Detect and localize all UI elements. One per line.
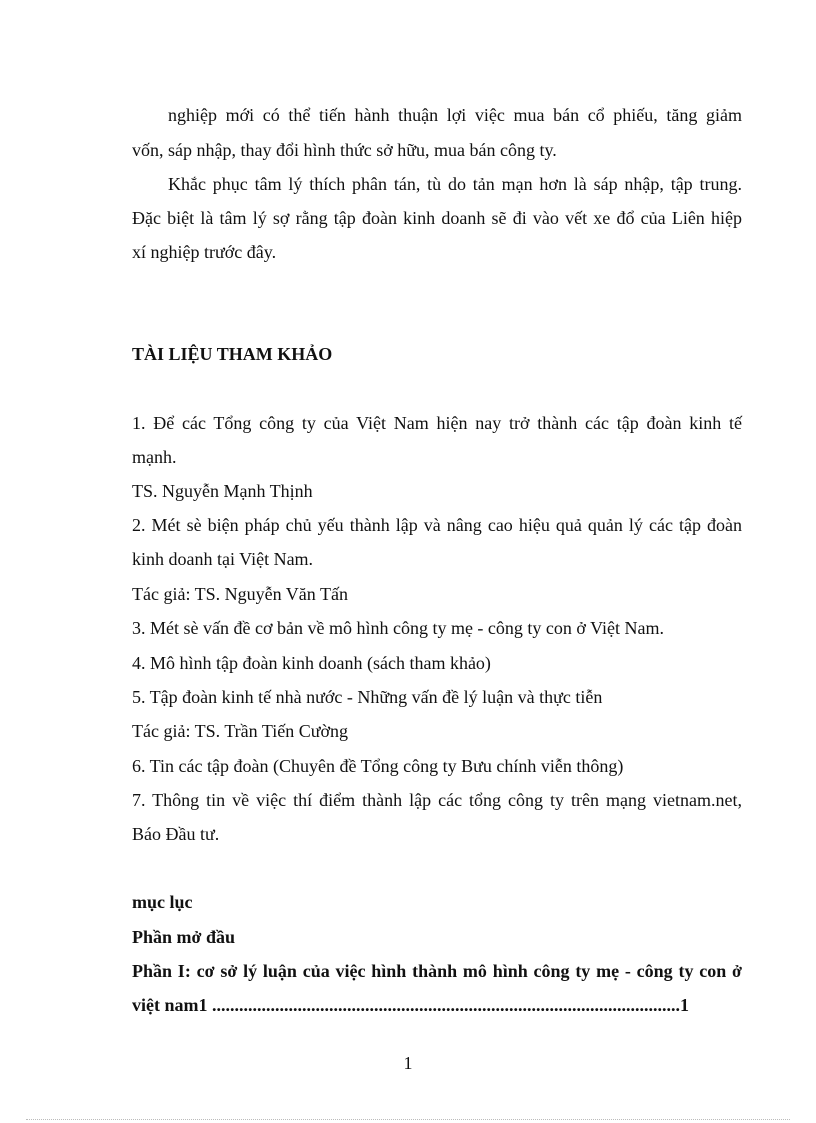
body-line: Đặc biệt là tâm lý sợ rằng tập đoàn kinh doanh sẽ đi vào vết xe đổ của Liên hiệp bbox=[132, 208, 742, 228]
reference-line: Báo Đầu tư. bbox=[132, 824, 220, 844]
reference-line: 4. Mô hình tập đoàn kinh doanh (sách tham khảo) bbox=[132, 653, 491, 673]
reference-line: 2. Mét sè biện pháp chủ yếu thành lập và nâng cao hiệu quả quản lý các tập đoàn bbox=[132, 515, 742, 535]
reference-line: Tác giả: TS. Trần Tiến Cường bbox=[132, 721, 348, 741]
reference-line: 1. Để các Tổng công ty của Việt Nam hiện nay trở thành các tập đoàn kinh tế bbox=[132, 413, 742, 433]
references-heading: TÀI LIỆU THAM KHẢO bbox=[132, 344, 333, 364]
reference-line: 5. Tập đoàn kinh tế nhà nước - Những vấn đề lý luận và thực tiễn bbox=[132, 687, 603, 707]
body-line: nghiệp mới có thể tiến hành thuận lợi việc mua bán cổ phiếu, tăng giảm bbox=[168, 105, 742, 125]
reference-line: TS. Nguyễn Mạnh Thịnh bbox=[132, 481, 313, 501]
body-line: Khắc phục tâm lý thích phân tán, tù do tản mạn hơn là sáp nhập, tập trung. bbox=[168, 174, 742, 194]
page-border bbox=[26, 1119, 790, 1120]
toc-item[interactable]: Phần I: cơ sở lý luận của việc hình thành mô hình công ty mẹ - công ty con ở bbox=[132, 961, 742, 981]
toc-item[interactable]: Phần mở đầu bbox=[132, 927, 235, 947]
page-number: 1 bbox=[403, 1053, 413, 1073]
toc-heading: mục lục bbox=[132, 892, 193, 912]
reference-line: mạnh. bbox=[132, 447, 177, 467]
reference-line: 7. Thông tin về việc thí điểm thành lập các tổng công ty trên mạng vietnam.net, bbox=[132, 790, 742, 810]
reference-line: kinh doanh tại Việt Nam. bbox=[132, 549, 314, 569]
toc-item[interactable]: việt nam1 ........................................................................................................1 bbox=[132, 995, 689, 1015]
reference-line: 6. Tin các tập đoàn (Chuyên đề Tổng công ty Bưu chính viễn thông) bbox=[132, 756, 624, 776]
reference-line: Tác giả: TS. Nguyễn Văn Tấn bbox=[132, 584, 348, 604]
body-line: xí nghiệp trước đây. bbox=[132, 242, 277, 262]
body-line: vốn, sáp nhập, thay đổi hình thức sở hữu, mua bán công ty. bbox=[132, 140, 557, 160]
reference-line: 3. Mét sè vấn đề cơ bản về mô hình công ty mẹ - công ty con ở Việt Nam. bbox=[132, 618, 665, 638]
